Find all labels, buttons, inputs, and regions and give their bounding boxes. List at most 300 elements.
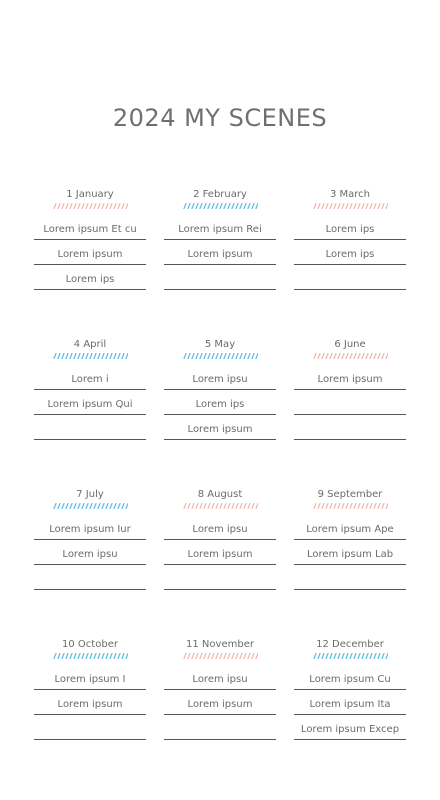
- month-name: 7 July: [76, 489, 104, 500]
- hatch-stroke: [200, 204, 202, 209]
- hatch-marks: [182, 503, 258, 509]
- hatch-stroke: [228, 354, 230, 359]
- scene-line: Lorem ipsum Ape: [294, 515, 406, 540]
- hatch-stroke: [106, 654, 108, 659]
- month-name: 6 June: [334, 339, 366, 350]
- hatch-stroke: [374, 204, 376, 209]
- hatch-stroke: [70, 504, 72, 509]
- hatch-stroke: [232, 504, 234, 509]
- hatch-stroke: [228, 504, 230, 509]
- hatch-stroke: [322, 654, 324, 659]
- month-name: 8 August: [197, 489, 243, 500]
- hatch-stroke: [224, 354, 226, 359]
- hatch-stroke: [370, 654, 372, 659]
- hatch-stroke: [216, 204, 218, 209]
- hatch-stroke: [62, 654, 64, 659]
- hatch-stroke: [346, 354, 348, 359]
- hatch-stroke: [54, 354, 56, 359]
- hatch-stroke: [248, 204, 250, 209]
- month-name: 5 May: [204, 339, 236, 350]
- hatch-underline: [182, 503, 258, 509]
- hatch-stroke: [58, 204, 60, 209]
- scene-line: Lorem ipsum Excep: [294, 715, 406, 740]
- month-block: [294, 338, 406, 488]
- hatch-stroke: [248, 654, 250, 659]
- hatch-stroke: [240, 354, 242, 359]
- hatch-stroke: [216, 354, 218, 359]
- scene-line: Lorem ipsum Rei: [164, 215, 276, 240]
- scene-line: Lorem ipsum Qui: [34, 390, 146, 415]
- hatch-stroke: [82, 654, 84, 659]
- hatch-marks: [52, 503, 128, 509]
- month-block: [34, 338, 146, 488]
- hatch-stroke: [110, 204, 112, 209]
- hatch-stroke: [314, 504, 316, 509]
- hatch-marks: [312, 353, 388, 359]
- hatch-stroke: [204, 654, 206, 659]
- month-block: [164, 488, 276, 638]
- hatch-stroke: [330, 654, 332, 659]
- hatch-stroke: [58, 654, 60, 659]
- hatch-stroke: [126, 354, 128, 359]
- hatch-stroke: [362, 204, 364, 209]
- scene-line: Lorem ips: [294, 215, 406, 240]
- hatch-stroke: [354, 204, 356, 209]
- month-block: [164, 188, 276, 338]
- hatch-stroke: [62, 504, 64, 509]
- hatch-stroke: [98, 504, 100, 509]
- hatch-stroke: [66, 504, 68, 509]
- hatch-stroke: [192, 504, 194, 509]
- hatch-stroke: [350, 504, 352, 509]
- hatch-stroke: [94, 654, 96, 659]
- scene-line: Lorem ipsum: [164, 540, 276, 565]
- hatch-marks: [52, 353, 128, 359]
- hatch-stroke: [196, 204, 198, 209]
- hatch-stroke: [196, 504, 198, 509]
- hatch-stroke: [236, 504, 238, 509]
- scene-line: Lorem ipsu: [164, 515, 276, 540]
- hatch-stroke: [248, 504, 250, 509]
- scene-line: Lorem ipsum: [34, 690, 146, 715]
- hatch-stroke: [188, 354, 190, 359]
- hatch-stroke: [338, 204, 340, 209]
- hatch-underline: [312, 503, 388, 509]
- hatch-stroke: [362, 504, 364, 509]
- hatch-stroke: [196, 654, 198, 659]
- scene-line: Lorem ipsum Iur: [34, 515, 146, 540]
- hatch-stroke: [74, 354, 76, 359]
- hatch-stroke: [216, 504, 218, 509]
- hatch-stroke: [220, 504, 222, 509]
- hatch-stroke: [118, 354, 120, 359]
- hatch-stroke: [232, 204, 234, 209]
- scene-line: [34, 415, 146, 440]
- scene-line: Lorem ipsum: [294, 365, 406, 390]
- month-block: [34, 488, 146, 638]
- hatch-stroke: [102, 654, 104, 659]
- month-block: [294, 488, 406, 638]
- hatch-stroke: [90, 504, 92, 509]
- hatch-stroke: [366, 654, 368, 659]
- hatch-stroke: [74, 654, 76, 659]
- hatch-stroke: [78, 204, 80, 209]
- hatch-stroke: [58, 354, 60, 359]
- hatch-stroke: [252, 354, 254, 359]
- hatch-stroke: [90, 354, 92, 359]
- hatch-stroke: [102, 204, 104, 209]
- hatch-stroke: [204, 204, 206, 209]
- hatch-stroke: [386, 654, 388, 659]
- scene-line: Lorem ipsum: [34, 240, 146, 265]
- hatch-stroke: [330, 504, 332, 509]
- hatch-stroke: [338, 504, 340, 509]
- hatch-underline: [52, 353, 128, 359]
- scene-line: [294, 265, 406, 290]
- hatch-stroke: [240, 654, 242, 659]
- hatch-stroke: [90, 204, 92, 209]
- scene-line: [294, 390, 406, 415]
- hatch-stroke: [346, 504, 348, 509]
- months-grid: [34, 188, 406, 788]
- month-name: 12 December: [316, 639, 384, 650]
- hatch-stroke: [110, 504, 112, 509]
- hatch-stroke: [78, 654, 80, 659]
- hatch-stroke: [362, 354, 364, 359]
- hatch-stroke: [78, 354, 80, 359]
- month-name: 3 March: [329, 189, 371, 200]
- hatch-stroke: [236, 204, 238, 209]
- hatch-stroke: [386, 204, 388, 209]
- hatch-stroke: [338, 354, 340, 359]
- hatch-stroke: [374, 354, 376, 359]
- hatch-stroke: [374, 504, 376, 509]
- hatch-stroke: [70, 204, 72, 209]
- hatch-stroke: [318, 504, 320, 509]
- hatch-stroke: [256, 504, 258, 509]
- hatch-stroke: [378, 654, 380, 659]
- month-name: 10 October: [62, 639, 118, 650]
- hatch-stroke: [98, 354, 100, 359]
- scene-line: Lorem ipsum: [164, 415, 276, 440]
- hatch-stroke: [114, 204, 116, 209]
- hatch-stroke: [208, 354, 210, 359]
- hatch-stroke: [318, 354, 320, 359]
- hatch-stroke: [342, 504, 344, 509]
- hatch-stroke: [122, 204, 124, 209]
- hatch-stroke: [114, 504, 116, 509]
- month-block: [34, 188, 146, 338]
- hatch-stroke: [378, 504, 380, 509]
- hatch-stroke: [354, 354, 356, 359]
- hatch-stroke: [224, 204, 226, 209]
- hatch-stroke: [334, 204, 336, 209]
- hatch-stroke: [224, 504, 226, 509]
- scene-line: Lorem ipsu: [164, 665, 276, 690]
- scene-line: Lorem ipsum: [164, 240, 276, 265]
- hatch-stroke: [318, 654, 320, 659]
- hatch-stroke: [74, 204, 76, 209]
- hatch-stroke: [366, 504, 368, 509]
- hatch-stroke: [350, 354, 352, 359]
- hatch-stroke: [354, 654, 356, 659]
- month-block: [164, 338, 276, 488]
- hatch-stroke: [354, 504, 356, 509]
- hatch-stroke: [322, 354, 324, 359]
- hatch-stroke: [362, 654, 364, 659]
- hatch-stroke: [82, 504, 84, 509]
- hatch-stroke: [54, 504, 56, 509]
- hatch-stroke: [342, 354, 344, 359]
- hatch-stroke: [66, 354, 68, 359]
- hatch-stroke: [330, 354, 332, 359]
- hatch-stroke: [358, 654, 360, 659]
- hatch-stroke: [118, 504, 120, 509]
- month-block: [164, 638, 276, 788]
- hatch-stroke: [114, 654, 116, 659]
- hatch-stroke: [122, 354, 124, 359]
- hatch-stroke: [228, 204, 230, 209]
- month-name: 1 January: [66, 189, 114, 200]
- hatch-stroke: [200, 504, 202, 509]
- month-name: 11 November: [186, 639, 254, 650]
- hatch-stroke: [370, 354, 372, 359]
- hatch-stroke: [106, 204, 108, 209]
- hatch-stroke: [322, 204, 324, 209]
- hatch-stroke: [192, 654, 194, 659]
- hatch-stroke: [386, 354, 388, 359]
- hatch-stroke: [98, 654, 100, 659]
- hatch-stroke: [252, 654, 254, 659]
- hatch-stroke: [252, 204, 254, 209]
- hatch-underline: [52, 503, 128, 509]
- hatch-stroke: [334, 654, 336, 659]
- hatch-stroke: [240, 204, 242, 209]
- hatch-stroke: [204, 354, 206, 359]
- scene-line: [164, 565, 276, 590]
- hatch-stroke: [244, 504, 246, 509]
- hatch-marks: [182, 353, 258, 359]
- hatch-underline: [52, 203, 128, 209]
- month-name: 9 September: [317, 489, 383, 500]
- hatch-stroke: [106, 504, 108, 509]
- hatch-stroke: [256, 354, 258, 359]
- hatch-stroke: [86, 654, 88, 659]
- hatch-stroke: [334, 504, 336, 509]
- hatch-marks: [52, 203, 128, 209]
- hatch-stroke: [334, 354, 336, 359]
- hatch-stroke: [228, 654, 230, 659]
- hatch-stroke: [118, 204, 120, 209]
- hatch-stroke: [338, 654, 340, 659]
- hatch-stroke: [102, 504, 104, 509]
- hatch-underline: [182, 353, 258, 359]
- hatch-stroke: [322, 504, 324, 509]
- hatch-underline: [312, 203, 388, 209]
- hatch-stroke: [350, 654, 352, 659]
- hatch-stroke: [342, 654, 344, 659]
- hatch-marks: [312, 203, 388, 209]
- hatch-underline: [312, 653, 388, 659]
- scene-line: [294, 565, 406, 590]
- month-block: [294, 638, 406, 788]
- scene-line: [164, 715, 276, 740]
- hatch-stroke: [102, 354, 104, 359]
- hatch-stroke: [318, 204, 320, 209]
- hatch-stroke: [192, 354, 194, 359]
- hatch-stroke: [184, 654, 186, 659]
- scene-line: Lorem ipsum Cu: [294, 665, 406, 690]
- hatch-stroke: [110, 654, 112, 659]
- hatch-stroke: [232, 654, 234, 659]
- hatch-stroke: [358, 354, 360, 359]
- hatch-stroke: [86, 354, 88, 359]
- hatch-stroke: [184, 504, 186, 509]
- hatch-stroke: [94, 504, 96, 509]
- month-name: 2 February: [193, 189, 247, 200]
- hatch-marks: [182, 653, 258, 659]
- hatch-stroke: [314, 654, 316, 659]
- scene-line: [34, 715, 146, 740]
- hatch-stroke: [244, 354, 246, 359]
- hatch-stroke: [184, 354, 186, 359]
- hatch-stroke: [110, 354, 112, 359]
- hatch-stroke: [126, 504, 128, 509]
- hatch-stroke: [382, 504, 384, 509]
- hatch-stroke: [94, 354, 96, 359]
- hatch-stroke: [212, 504, 214, 509]
- hatch-marks: [182, 203, 258, 209]
- scene-line: [294, 415, 406, 440]
- hatch-stroke: [326, 204, 328, 209]
- hatch-stroke: [208, 504, 210, 509]
- scene-line: Lorem ips: [164, 390, 276, 415]
- hatch-stroke: [232, 354, 234, 359]
- hatch-stroke: [188, 204, 190, 209]
- hatch-stroke: [66, 204, 68, 209]
- hatch-stroke: [62, 204, 64, 209]
- hatch-stroke: [208, 654, 210, 659]
- hatch-stroke: [386, 504, 388, 509]
- hatch-stroke: [208, 204, 210, 209]
- hatch-stroke: [122, 504, 124, 509]
- scene-line: Lorem ipsu: [164, 365, 276, 390]
- hatch-stroke: [224, 654, 226, 659]
- scene-line: Lorem ipsum: [164, 690, 276, 715]
- hatch-stroke: [314, 204, 316, 209]
- month-name: 4 April: [73, 339, 107, 350]
- hatch-stroke: [346, 204, 348, 209]
- hatch-stroke: [66, 654, 68, 659]
- hatch-stroke: [82, 354, 84, 359]
- hatch-stroke: [358, 504, 360, 509]
- hatch-stroke: [382, 354, 384, 359]
- hatch-stroke: [236, 654, 238, 659]
- scene-line: Lorem ips: [34, 265, 146, 290]
- hatch-stroke: [86, 504, 88, 509]
- hatch-stroke: [326, 654, 328, 659]
- hatch-stroke: [58, 504, 60, 509]
- hatch-underline: [52, 653, 128, 659]
- scene-line: Lorem ips: [294, 240, 406, 265]
- hatch-stroke: [220, 204, 222, 209]
- hatch-stroke: [70, 654, 72, 659]
- scene-line: [164, 265, 276, 290]
- hatch-stroke: [114, 354, 116, 359]
- hatch-stroke: [378, 354, 380, 359]
- hatch-stroke: [216, 654, 218, 659]
- hatch-stroke: [200, 354, 202, 359]
- hatch-stroke: [252, 504, 254, 509]
- hatch-stroke: [122, 654, 124, 659]
- hatch-stroke: [366, 204, 368, 209]
- hatch-stroke: [330, 204, 332, 209]
- scene-line: Lorem ipsum Lab: [294, 540, 406, 565]
- hatch-stroke: [94, 204, 96, 209]
- hatch-stroke: [78, 504, 80, 509]
- hatch-stroke: [382, 204, 384, 209]
- hatch-stroke: [204, 504, 206, 509]
- hatch-stroke: [236, 354, 238, 359]
- hatch-stroke: [370, 204, 372, 209]
- hatch-stroke: [326, 354, 328, 359]
- scene-line: [34, 565, 146, 590]
- hatch-stroke: [342, 204, 344, 209]
- hatch-stroke: [184, 204, 186, 209]
- hatch-stroke: [326, 504, 328, 509]
- hatch-stroke: [212, 654, 214, 659]
- scene-line: Lorem ipsum I: [34, 665, 146, 690]
- hatch-stroke: [188, 654, 190, 659]
- hatch-stroke: [366, 354, 368, 359]
- hatch-stroke: [256, 204, 258, 209]
- hatch-stroke: [314, 354, 316, 359]
- hatch-stroke: [220, 654, 222, 659]
- hatch-marks: [52, 653, 128, 659]
- scene-line: Lorem ipsum Ita: [294, 690, 406, 715]
- hatch-underline: [312, 353, 388, 359]
- hatch-stroke: [378, 204, 380, 209]
- page-title: 2024 MY SCENES: [112, 104, 328, 132]
- hatch-stroke: [86, 204, 88, 209]
- hatch-stroke: [350, 204, 352, 209]
- hatch-marks: [312, 653, 388, 659]
- hatch-stroke: [106, 354, 108, 359]
- hatch-stroke: [256, 654, 258, 659]
- month-block: [294, 188, 406, 338]
- month-block: [34, 638, 146, 788]
- hatch-stroke: [118, 654, 120, 659]
- hatch-stroke: [62, 354, 64, 359]
- hatch-stroke: [90, 654, 92, 659]
- hatch-stroke: [370, 504, 372, 509]
- hatch-stroke: [188, 504, 190, 509]
- hatch-underline: [182, 203, 258, 209]
- hatch-stroke: [244, 654, 246, 659]
- hatch-stroke: [212, 204, 214, 209]
- hatch-stroke: [54, 204, 56, 209]
- hatch-stroke: [346, 654, 348, 659]
- hatch-underline: [182, 653, 258, 659]
- hatch-stroke: [74, 504, 76, 509]
- hatch-stroke: [192, 204, 194, 209]
- hatch-stroke: [220, 354, 222, 359]
- hatch-stroke: [240, 504, 242, 509]
- hatch-stroke: [82, 204, 84, 209]
- hatch-stroke: [248, 354, 250, 359]
- hatch-stroke: [212, 354, 214, 359]
- hatch-stroke: [196, 354, 198, 359]
